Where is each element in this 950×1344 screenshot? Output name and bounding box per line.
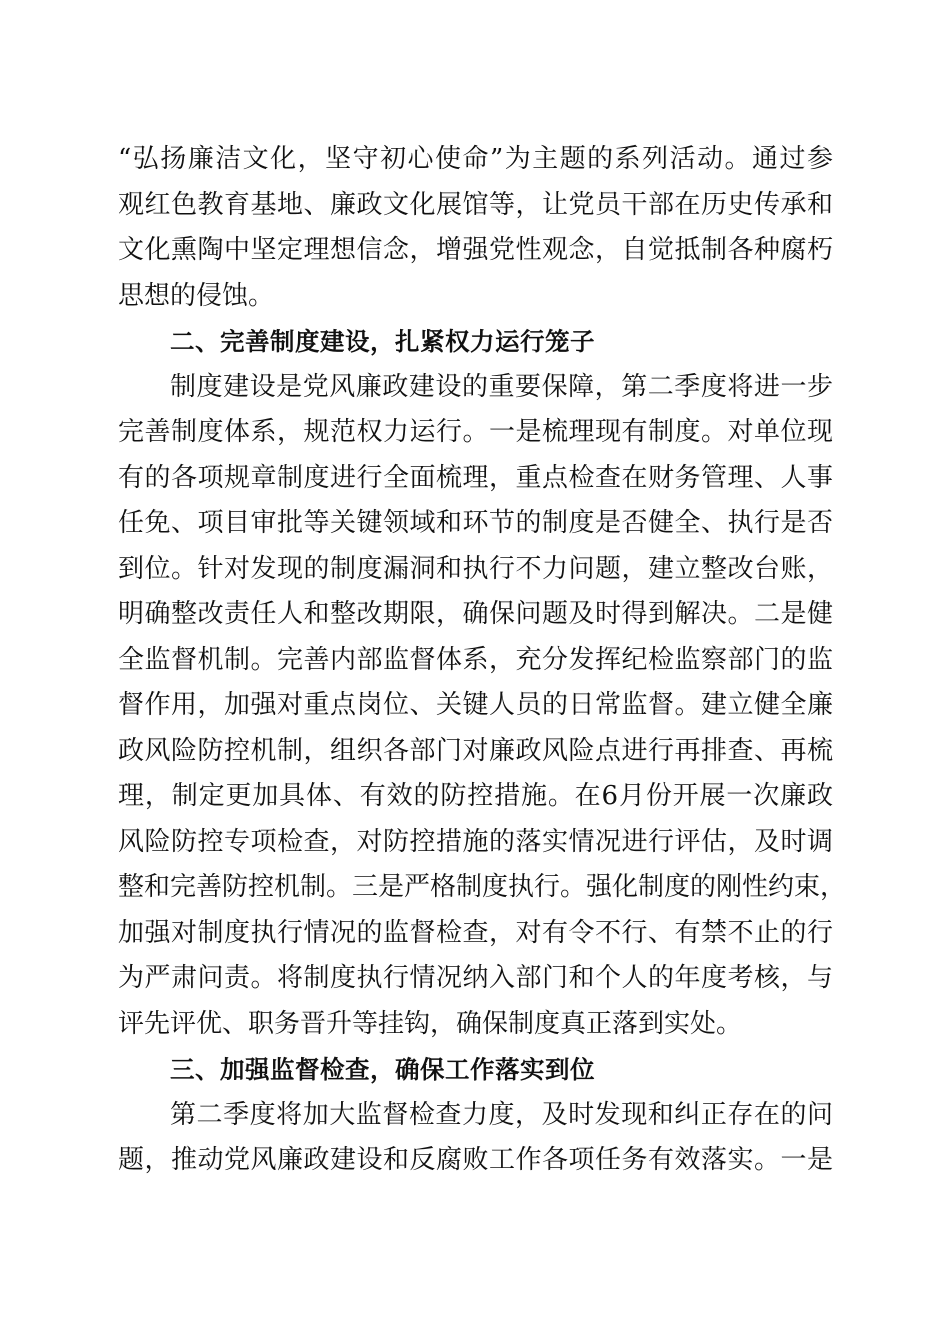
- paragraph-line: 思想的侵蚀。: [118, 280, 275, 311]
- paragraph-line: 明确整改责任人和整改期限，确保问题及时得到解决。二是健: [118, 599, 833, 629]
- paragraph-line: 加强对制度执行情况的监督检查，对有令不行、有禁不止的行: [118, 917, 833, 948]
- paragraph-line: 政风险防控机制，组织各部门对廉政风险点进行再排查、再梳: [118, 735, 833, 766]
- paragraph-line: 整和完善防控机制。三是严格制度执行。强化制度的刚性约束，: [118, 872, 847, 902]
- paragraph-line: 评先评优、职务晋升等挂钩，确保制度真正落到实处。: [118, 1008, 743, 1039]
- paragraph-line: 第二季度将加大监督检查力度，及时发现和纠正存在的问: [170, 1099, 833, 1130]
- paragraph-line: 观红色教育基地、廉政文化展馆等，让党员干部在历史传承和: [118, 189, 833, 220]
- paragraph-3: [118, 1093, 833, 1184]
- paragraph-2: [118, 365, 847, 1048]
- section-heading-2: 二、完善制度建设，扎紧权力运行笼子: [170, 327, 595, 356]
- paragraph-line: “弘扬廉洁文化，坚守初心使命”为主题的系列活动。通过参: [118, 144, 833, 174]
- paragraph-line: 理，制定更加具体、有效的防控措施。在6月份开展一次廉政: [118, 781, 833, 811]
- paragraph-line: 完善制度体系，规范权力运行。一是梳理现有制度。对单位现: [118, 417, 833, 447]
- paragraph-line: 文化熏陶中坚定理想信念，增强党性观念，自觉抵制各种腐朽: [118, 235, 833, 265]
- paragraph-line: 督作用，加强对重点岗位、关键人员的日常监督。建立健全廉: [118, 690, 833, 720]
- paragraph-line: 任免、项目审批等关键领域和环节的制度是否健全、执行是否: [118, 508, 833, 538]
- paragraph-line: 有的各项规章制度进行全面梳理，重点检查在财务管理、人事: [118, 462, 833, 493]
- paragraph-line: 题，推动党风廉政建设和反腐败工作各项任务有效落实。一是: [118, 1145, 833, 1175]
- section-heading-3: 三、加强监督检查，确保工作落实到位: [170, 1055, 595, 1084]
- paragraph-line: 为严肃问责。将制度执行情况纳入部门和个人的年度考核，与: [118, 963, 833, 993]
- paragraph-line: 全监督机制。完善内部监督体系，充分发挥纪检监察部门的监: [118, 644, 833, 675]
- paragraph-line: 到位。针对发现的制度漏洞和执行不力问题，建立整改台账，: [118, 553, 833, 584]
- paragraph-line: 制度建设是党风廉政建设的重要保障，第二季度将进一步: [170, 371, 833, 402]
- paragraph-1: [118, 137, 833, 319]
- document-body: [118, 137, 847, 1184]
- paragraph-line: 风险防控专项检查，对防控措施的落实情况进行评估，及时调: [118, 826, 833, 857]
